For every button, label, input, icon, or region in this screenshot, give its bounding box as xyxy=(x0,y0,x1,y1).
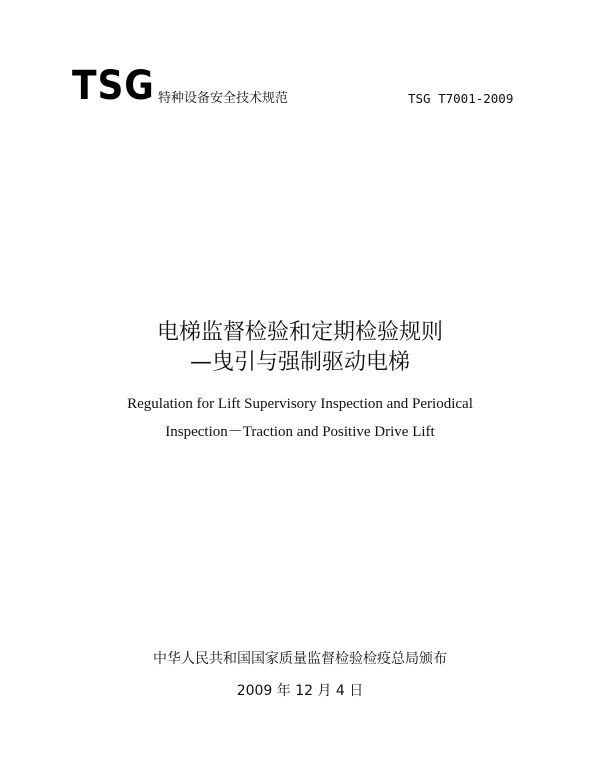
document-footer xyxy=(0,649,600,701)
title-english xyxy=(0,390,600,446)
issuing-authority: 中华人民共和国国家质量监督检验检疫总局颁布 xyxy=(153,651,447,667)
title-english-line-2: Inspection－Traction and Positive Drive Lift xyxy=(165,424,435,440)
subtitle-chinese: —曳引与强制驱动电梯 xyxy=(189,350,410,375)
title-english-line-1: Regulation for Lift Supervisory Inspection and Periodical xyxy=(127,396,473,412)
title-chinese: 电梯监督检验和定期检验规则 xyxy=(156,320,443,345)
issue-date: 2009 年 12 月 4 日 xyxy=(236,683,364,699)
tsg-logo: TSG xyxy=(72,63,155,109)
document-header xyxy=(72,62,532,112)
document-code: TSG T7001-2009 xyxy=(408,91,514,106)
document-title-block xyxy=(0,318,600,446)
document-category: 特种设备安全技术规范 xyxy=(158,91,289,106)
